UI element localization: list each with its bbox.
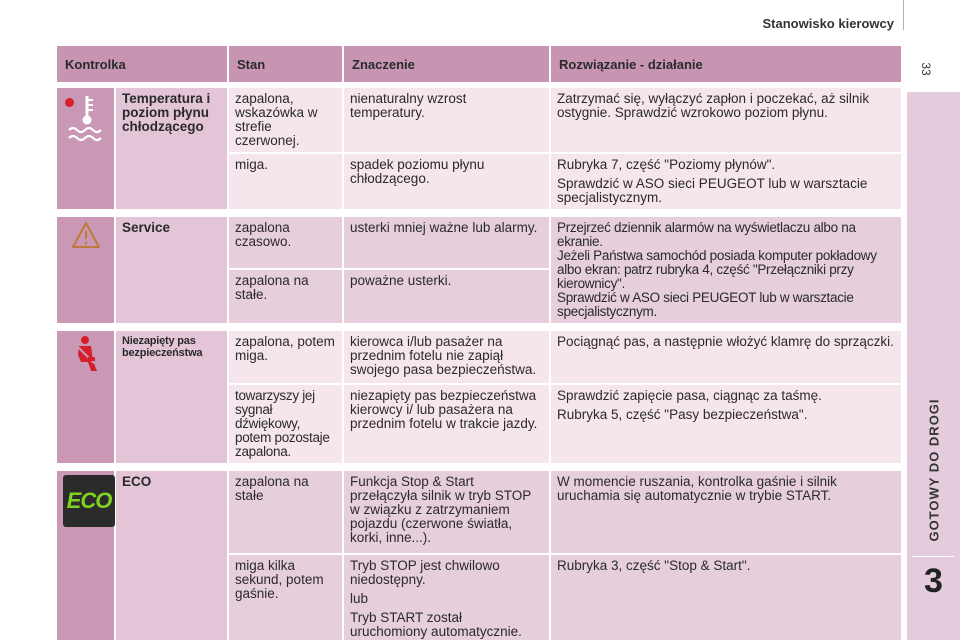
action-text: Rubryka 3, część "Stop & Start". (557, 558, 751, 573)
meaning-text: Tryb START został uruchomiony automatycznie. (350, 610, 522, 639)
action-text: Sprawdzić zapięcie pasa, ciągnąc za taśmę. (557, 388, 822, 403)
meaning-cell (344, 555, 551, 640)
chapter-side-tab (907, 92, 960, 640)
icon-cell (57, 471, 116, 640)
action-cell (551, 555, 903, 640)
action-cell (551, 154, 903, 211)
chapter-divider (912, 556, 954, 557)
action-text: Rubryka 5, część "Pasy bezpieczeństwa". (557, 407, 808, 422)
table-row (57, 217, 903, 270)
action-text: Pociągnąć pas, a następnie włożyć klamrę do sprzączki. (557, 334, 894, 349)
red-dot-icon (65, 98, 74, 107)
action-cell (551, 471, 903, 555)
action-text: Sprawdzić w ASO sieci PEUGEOT lub w warsztacie specjalistycznym. (557, 290, 854, 319)
warning-name: ECO (116, 471, 229, 640)
table-row (57, 88, 903, 154)
meaning-cell: niezapięty pas bezpieczeństwa kierowcy i/ lub pasażera na przednim fotelu w trakcie jazdy. (344, 385, 551, 465)
action-cell (551, 331, 903, 385)
icon-cell (57, 217, 116, 325)
state-cell: zapalona, wskazówka w strefie czerwonej. (229, 88, 344, 154)
table-header-row (57, 46, 903, 82)
table-row (57, 471, 903, 555)
action-cell (551, 217, 903, 325)
meaning-cell (344, 471, 551, 555)
warning-triangle-icon (71, 221, 101, 249)
column-header-znaczenie: Znaczenie (344, 46, 551, 82)
table-row (57, 331, 903, 385)
seatbelt-icon (70, 335, 102, 373)
icon-cell (57, 331, 116, 465)
eco-icon: ECO (63, 475, 115, 527)
warning-lights-table (57, 46, 903, 640)
meaning-cell: kierowca i/lub pasażer na przednim fotelu nie zapiął swojego pasa bezpieczeństwa. (344, 331, 551, 385)
warning-name: Temperatura i poziom płynu chłodzącego (116, 88, 229, 211)
column-header-stan: Stan (229, 46, 344, 82)
meaning-text: Tryb STOP jest chwilowo niedostępny. (350, 558, 500, 587)
action-text: Przejrzeć dziennik alarmów na wyświetlaczu albo na ekranie. (557, 220, 856, 249)
coolant-temperature-icon (63, 92, 111, 144)
state-cell: miga. (229, 154, 344, 211)
action-text: W momencie ruszania, kontrolka gaśnie i silnik uruchamia się automatycznie w trybie START. (557, 474, 837, 503)
page-number: 33 (919, 62, 933, 76)
section-title: Stanowisko kierowcy (762, 16, 894, 31)
chapter-number: 3 (924, 562, 943, 600)
meaning-cell: usterki mniej ważne lub alarmy. (344, 217, 551, 270)
action-cell (551, 88, 903, 154)
state-cell: towarzyszy jej sygnał dźwiękowy, potem pozostaje zapalona. (229, 385, 344, 465)
chapter-title: GOTOWY DO DROGI (926, 398, 942, 542)
warning-name: Niezapięty pas bezpieczeństwa (116, 331, 229, 465)
action-text: Rubryka 7, część "Poziomy płynów". (557, 157, 776, 172)
state-cell: zapalona na stałe (229, 471, 344, 555)
column-header-kontrolka: Kontrolka (57, 46, 229, 82)
action-text: Jeżeli Państwa samochód posiada komputer pokładowy albo ekran: patrz rubryka 4, część "Przełączniki przy kierownicy". (557, 248, 877, 291)
meaning-cell: poważne usterki. (344, 270, 551, 325)
header-rule (903, 0, 904, 30)
action-text: Sprawdzić w ASO sieci PEUGEOT lub w warsztacie specjalistycznym. (557, 176, 868, 205)
warning-name: Service (116, 217, 229, 325)
meaning-text: Funkcja Stop & Start przełączyła silnik w tryb STOP w związku z zatrzymaniem pojazdu (czerwone światła, korki, inne...). (350, 474, 532, 545)
meaning-text: lub (350, 591, 369, 606)
column-header-rozwiazanie: Rozwiązanie - działanie (551, 46, 903, 82)
state-cell: zapalona, potem miga. (229, 331, 344, 385)
icon-cell (57, 88, 116, 211)
state-cell: miga kilka sekund, potem gaśnie. (229, 555, 344, 640)
state-cell: zapalona czasowo. (229, 217, 344, 270)
meaning-cell: spadek poziomu płynu chłodzącego. (344, 154, 551, 211)
action-text: Zatrzymać się, wyłączyć zapłon i poczekać, aż silnik ostygnie. Sprawdzić wzrokowo poziom płynu. (557, 91, 870, 120)
state-cell: zapalona na stałe. (229, 270, 344, 325)
action-cell (551, 385, 903, 465)
meaning-cell: nienaturalny wzrost temperatury. (344, 88, 551, 154)
